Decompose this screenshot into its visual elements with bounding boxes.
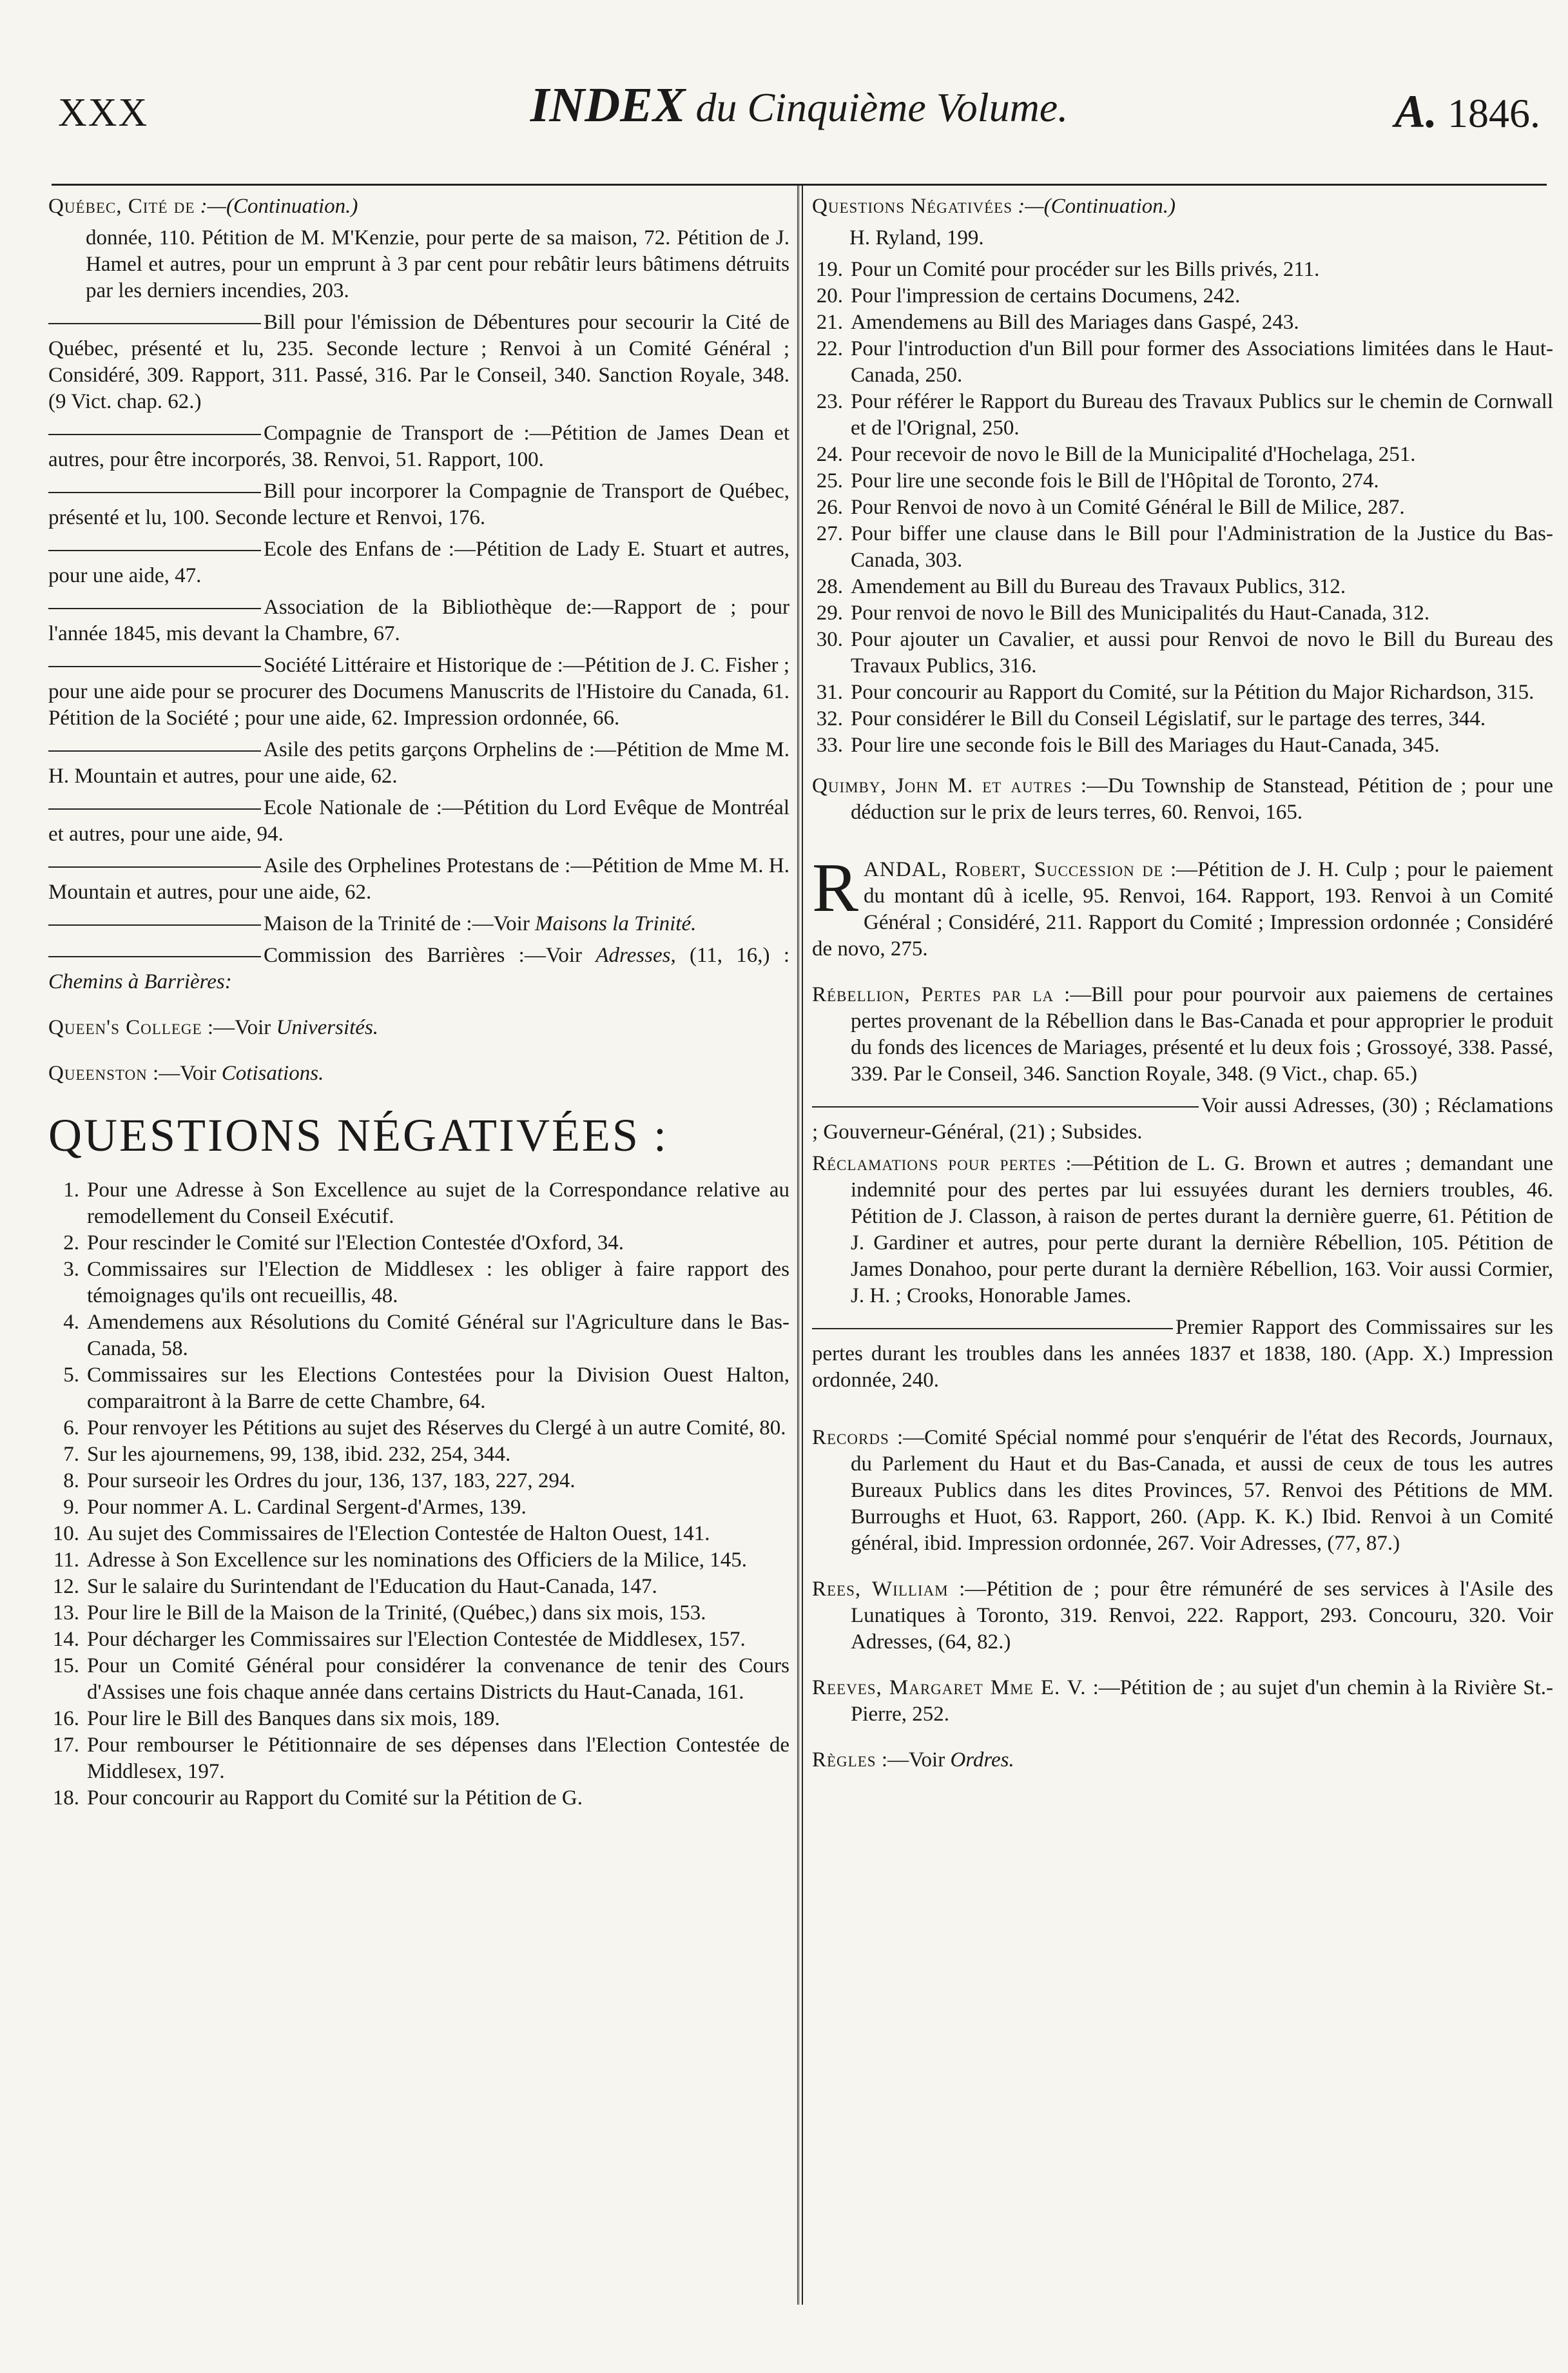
left-column [48,193,789,1811]
item-text: Pour recevoir de novo le Bill de la Municipalité d'Hochelaga, 251. [851,443,1416,466]
item-number: 31. [816,681,843,704]
entry-text: Voir aussi Adresses, (30) ; Réclamations ; Gouverneur-Général, (21) ; Subsides. [812,1094,1553,1144]
entry-text: :—Bill pour pour pourvoir aux paiemens de certaines pertes provenant de la Rébellion dans le Bas-Canada et pour approprier le produit du fonds des licences de Mariages, présenté et lu deux fois ; Grossoyé, 338. Passé, 339. Par le Conseil, 346. Sanction Royale, 348. (9 Vict., chap. 65.) [851,983,1553,1086]
entry-head: Questions Négativées [812,195,1013,218]
entry-queens-college [48,1015,789,1041]
entry-head: Québec, Cité de [48,195,195,218]
item-number: 25. [816,469,843,493]
entry-quebec-2 [48,309,789,415]
item-number: 7. [63,1443,79,1466]
item-number: 26. [816,496,843,519]
page-title [58,77,1540,133]
item-text: Pour une Adresse à Son Excellence au sujet de la Correspondance relative au remodellement du Conseil Exécutif. [87,1178,789,1228]
entry-text: Asile des petits garçons Orphelins de :—Pétition de Mme M. H. Mountain et autres, pour une aide, 62. [48,738,789,788]
item-number: 8. [63,1469,79,1492]
item-number: 10. [52,1522,79,1545]
item-number: 29. [816,601,843,625]
entry-text: Asile des Orphelines Protestans de :—Pétition de Mme M. H. Mountain et autres, pour une aide, 62. [48,854,789,904]
item-number: 21. [816,311,843,334]
item-number: 2. [63,1231,79,1255]
entry-randal [812,850,1553,962]
negatived-question-item [48,1732,789,1785]
negatived-question-item [48,1600,789,1626]
entry-rebellion [812,982,1553,1088]
dash-rule [48,550,261,551]
dash-rule [812,1328,1173,1329]
entry-quebec-8 [48,737,789,790]
item-text: Adresse à Son Excellence sur les nominations des Officiers de la Milice, 145. [87,1548,747,1572]
item-number: 11. [53,1548,79,1572]
page-header [58,77,1540,148]
item-text: Commissaires sur les Elections Contestées pour la Division Ouest Halton, comparaitront à la Barre de cette Chambre, 64. [87,1363,789,1413]
entry-head: Réclamations pour pertes [812,1152,1057,1175]
item-text: Sur les ajournemens, 99, 138, ibid. 232, 254, 344. [87,1443,511,1466]
dash-rule [812,1106,1199,1108]
entry-qn-cont: H. Ryland, 199. [849,226,984,249]
negatived-question-item [48,1547,789,1574]
continuation-label: :—(Continuation.) [200,195,358,218]
dash-rule [48,750,261,752]
entry-quebec-head [48,193,789,220]
negatived-question-item [48,1230,789,1256]
negatived-question-item [48,1415,789,1441]
item-text: Pour lire une seconde fois le Bill des Mariages du Haut-Canada, 345. [851,734,1440,757]
entry-text: :—Comité Spécial nommé pour s'enquérir de l'état des Records, Journaux, du Parlement du Haut et du Bas-Canada, et aussi de ceux de tous les autres Bureaux Publics dans les dites Provinces, 57. Renvoi des Pétitions de MM. Burroughs et Huot, 63. Rapport, 260. (App. K. K.) Ibid. Renvoi à un Comité général, ibid. Impression ordonnée, 267. Voir Adresses, (77, 87.) [851,1426,1553,1555]
negatived-question-item [48,1468,789,1494]
negatived-question-item [48,1362,789,1415]
entry-text: :—Pétition de ; pour être rémunéré de ses services à l'Asile des Lunatiques à Toronto, 319. Renvoi, 222. Rapport, 293. Concouru, 320. Voir Adresses, (64, 82.) [851,1577,1553,1654]
item-text: Pour nommer A. L. Cardinal Sergent-d'Armes, 139. [87,1496,527,1519]
entry-quebec-5 [48,536,789,589]
entry-quebec-7 [48,652,789,732]
item-text: Pour un Comité Général pour considérer la convenance de tenir des Cours d'Assises une fois chaque année dans certains Districts du Haut-Canada, 161. [87,1654,789,1704]
dash-rule [48,608,261,609]
negatived-question-item [48,1441,789,1468]
entry-text: :—Voir [876,1748,951,1772]
item-number: 16. [52,1707,79,1730]
entry-quebec-6 [48,594,789,647]
negatived-question-item [812,732,1553,759]
negatived-question-item [48,1653,789,1706]
entry-text: :—Du Township de Stanstead, Pétition de ; pour une déduction sur le prix de leurs terres, 60. Renvoi, 165. [851,774,1553,824]
title-rest: du Cinquième Volume. [685,84,1069,130]
entry-head: Queen's College [48,1016,202,1039]
item-text: Au sujet des Commissaires de l'Election Contestée de Halton Ouest, 141. [87,1522,710,1545]
entry-text: :—Pétition de ; au sujet d'un chemin à la Rivière St.-Pierre, 252. [851,1676,1553,1726]
item-text: Pour considérer le Bill du Conseil Législatif, sur le partage des terres, 344. [851,707,1486,730]
entry-text: :—Voir [147,1062,222,1085]
entry-records [812,1425,1553,1557]
entry-text: Maison de la Trinité de :—Voir [264,912,536,935]
entry-head: Rébellion, Pertes par la [812,983,1054,1006]
entry-reclamations-2 [812,1314,1553,1394]
entry-head: Queenston [48,1062,148,1085]
negatived-question-item [812,257,1553,283]
column-divider [797,184,803,2305]
item-number: 33. [816,734,843,757]
negatived-question-item [812,706,1553,732]
item-number: 24. [816,443,843,466]
item-text: Pour rescinder le Comité sur l'Election Contestée d'Oxford, 34. [87,1231,624,1255]
negatived-question-item [812,283,1553,309]
item-text: Amendemens aux Résolutions du Comité Général sur l'Agriculture dans le Bas-Canada, 58. [87,1311,789,1360]
entry-quebec-10 [48,853,789,906]
entry-quebec-12 [48,942,789,995]
continuation-label: :—(Continuation.) [1018,195,1176,218]
item-number: 1. [63,1178,79,1202]
dash-rule [48,924,261,926]
entry-head: Rees, William [812,1577,949,1601]
cross-reference: Maisons la Trinité. [535,912,697,935]
item-number: 27. [816,522,843,545]
cross-reference: Adresses, [595,944,676,967]
entry-text: :—Pétition de J. H. Culp ; pour le paiement du montant dû à icelle, 95. Renvoi, 164. Rapport, 193. Renvoi à un Comité Général ; Considéré, 211. Rapport du Comité ; Impression ordonnée ; Considéré de novo, 275. [812,858,1553,961]
dash-rule [48,866,261,868]
item-number: 18. [52,1786,79,1810]
item-text: Pour surseoir les Ordres du jour, 136, 137, 183, 227, 294. [87,1469,576,1492]
item-text: Pour ajouter un Cavalier, et aussi pour Renvoi de novo le Bill du Bureau des Travaux Publics, 316. [851,628,1553,678]
dash-rule [48,956,261,957]
page-number: XXX [58,91,149,135]
entry-quebec-9 [48,795,789,848]
entry-text: Ecole des Enfans de :—Pétition de Lady E. Stuart et autres, pour une aide, 47. [48,538,789,587]
negatived-question-item [48,1785,789,1811]
item-number: 4. [63,1311,79,1334]
negatived-question-item [48,1309,789,1362]
entry-quebec-4 [48,478,789,531]
entry-queenston [48,1060,789,1087]
header-letter: A. [1394,86,1437,137]
negatived-question-item [812,521,1553,574]
entry-text: Société Littéraire et Historique de :—Pétition de J. C. Fisher ; pour une aide pour se procurer des Documens Manuscrits de l'Histoire du Canada, 61. Pétition de la Société ; pour une aide, 62. Impression ordonnée, 66. [48,654,789,730]
negatived-question-item [48,1256,789,1309]
item-text: Pour renvoi de novo le Bill des Municipalités du Haut-Canada, 312. [851,601,1430,625]
item-number: 6. [63,1416,79,1440]
entry-quebec-11 [48,911,789,937]
cross-reference: Chemins à Barrières: [48,970,232,993]
entry-text: :—Voir [202,1016,276,1039]
cross-reference: Cotisations. [221,1062,324,1085]
negatived-question-item [812,336,1553,389]
negatived-question-item [812,309,1553,336]
entry-head: ANDAL, Robert, Succession de [864,858,1164,881]
entry-quebec-3 [48,420,789,473]
item-text: Pour Renvoi de novo à un Comité Général le Bill de Milice, 287. [851,496,1405,519]
negatived-questions-list [48,1177,789,1811]
negatived-question-item [48,1626,789,1653]
item-text: Pour concourir au Rapport du Comité sur la Pétition de G. [87,1786,583,1810]
item-number: 17. [52,1733,79,1757]
item-text: Pour l'introduction d'un Bill pour former des Associations limitées dans le Haut-Canada, 250. [851,337,1553,387]
item-number: 19. [816,258,843,281]
item-text: Pour décharger les Commissaires sur l'Election Contestée de Middlesex, 157. [87,1628,746,1651]
entry-head: Reeves, Margaret Mme E. V. [812,1676,1087,1699]
entry-regles [812,1747,1553,1773]
entry-text: Commission des Barrières :—Voir [264,944,596,967]
item-number: 5. [63,1363,79,1387]
entry-head: Règles [812,1748,876,1772]
negatived-question-item [812,494,1553,521]
negatived-question-item [48,1521,789,1547]
item-number: 15. [52,1654,79,1677]
item-text: Pour concourir au Rapport du Comité, sur la Pétition du Major Richardson, 315. [851,681,1534,704]
item-number: 9. [63,1496,79,1519]
entry-text: (11, 16,) : [675,944,789,967]
item-text: Amendemens au Bill des Mariages dans Gaspé, 243. [851,311,1299,334]
item-text: Pour renvoyer les Pétitions au sujet des Réserves du Clergé à un autre Comité, 80. [87,1416,786,1440]
item-text: Pour l'impression de certains Documens, 242. [851,284,1241,308]
item-number: 3. [63,1258,79,1281]
entry-text: Association de la Bibliothèque de:—Rapport de ; pour l'année 1845, mis devant la Chambre, 67. [48,596,789,645]
item-text: Pour lire une seconde fois le Bill de l'Hôpital de Toronto, 274. [851,469,1379,493]
entry-head: Quimby, John M. et autres [812,774,1072,797]
item-text: Pour référer le Rapport du Bureau des Travaux Publics sur le chemin de Cornwall et de l'Orignal, 250. [851,390,1553,440]
entry-qn-head [812,193,1553,220]
header-year [1395,85,1540,139]
entry-text: Bill pour incorporer la Compagnie de Transport de Québec, présenté et lu, 100. Seconde lecture et Renvoi, 176. [48,480,789,529]
entry-text: :—Pétition de L. G. Brown et autres ; demandant une indemnité pour des pertes par lui essuyées durant les derniers troubles, 46. Pétition de J. Classon, à raison de pertes durant la dernière guerre, 61. Pétition de J. Gardiner et autres, pour perte durant la dernière Rébellion, 105. Pétition de James Donahoo, pour perte durant la dernière Rébellion, 163. Voir aussi Cormier, J. H. ; Crooks, Honorable James. [851,1152,1553,1307]
negatived-question-item [812,627,1553,679]
dash-rule [48,492,261,493]
item-text: Pour lire le Bill des Banques dans six mois, 189. [87,1707,500,1730]
entry-quimby [812,773,1553,826]
right-column [812,193,1553,1779]
entry-reeves [812,1675,1553,1728]
drop-cap: R [812,850,859,926]
cross-reference: Universités. [276,1016,379,1039]
entry-reclamations [812,1151,1553,1309]
negatived-question-item [812,389,1553,442]
title-main: INDEX [530,78,686,132]
item-text: Amendement au Bill du Bureau des Travaux Publics, 312. [851,575,1346,598]
item-text: Commissaires sur l'Election de Middlesex : les obliger à faire rapport des témoignages qu'ils ont recueillis, 48. [87,1258,789,1307]
negatived-question-item [48,1706,789,1732]
item-text: Pour un Comité pour procéder sur les Bills privés, 211. [851,258,1320,281]
entry-head: Records [812,1426,889,1449]
dash-rule [48,808,261,810]
item-number: 12. [52,1575,79,1598]
item-number: 20. [816,284,843,308]
negatived-question-item [812,574,1553,600]
entry-text: Premier Rapport des Commissaires sur les pertes durant les troubles dans les années 1837 et 1838, 180. (App. X.) Impression ordonnée, 240. [812,1316,1553,1392]
entry-rees [812,1576,1553,1655]
entry-text: Compagnie de Transport de :—Pétition de James Dean et autres, pour être incorporés, 38. Renvoi, 51. Rapport, 100. [48,422,789,471]
header-year-value: 1846. [1447,90,1540,136]
cross-reference: Ordres. [950,1748,1014,1772]
entry-quebec-1: donnée, 110. Pétition de M. M'Kenzie, pour perte de sa maison, 72. Pétition de J. Hamel et autres, pour un emprunt à 3 par cent pour rebâtir leurs bâtimens détruits par les derniers incendies, 203. [86,226,789,302]
dash-rule [48,434,261,435]
negatived-question-item [48,1574,789,1600]
item-text: Pour lire le Bill de la Maison de la Trinité, (Québec,) dans six mois, 153. [87,1601,706,1625]
entry-rebellion-voir [812,1093,1553,1146]
negatived-question-item [812,600,1553,627]
negatived-question-item [48,1177,789,1230]
dash-rule [48,666,261,667]
item-number: 22. [816,337,843,360]
negatived-questions-list-cont [812,257,1553,759]
item-number: 30. [816,628,843,651]
entry-text: Bill pour l'émission de Débentures pour secourir la Cité de Québec, présenté et lu, 235. Seconde lecture ; Renvoi à un Comité Général ; Considéré, 309. Rapport, 311. Passé, 316. Par le Conseil, 340. Sanction Royale, 348. (9 Vict. chap. 62.) [48,311,789,413]
item-number: 28. [816,575,843,598]
item-number: 23. [816,390,843,413]
negatived-question-item [812,468,1553,494]
item-number: 32. [816,707,843,730]
dash-rule [48,323,261,324]
negatived-question-item [812,442,1553,468]
item-text: Sur le salaire du Surintendant de l'Education du Haut-Canada, 147. [87,1575,657,1598]
negatived-question-item [812,679,1553,706]
item-number: 14. [52,1628,79,1651]
item-number: 13. [52,1601,79,1625]
negatived-question-item [48,1494,789,1521]
section-title: QUESTIONS NÉGATIVÉES : [48,1109,668,1161]
item-text: Pour biffer une clause dans le Bill pour l'Administration de la Justice du Bas-Canada, 303. [851,522,1553,572]
entry-text: Ecole Nationale de :—Pétition du Lord Evêque de Montréal et autres, pour une aide, 94. [48,796,789,846]
item-text: Pour rembourser le Pétitionnaire de ses dépenses dans l'Election Contestée de Middlesex, 197. [87,1733,789,1783]
